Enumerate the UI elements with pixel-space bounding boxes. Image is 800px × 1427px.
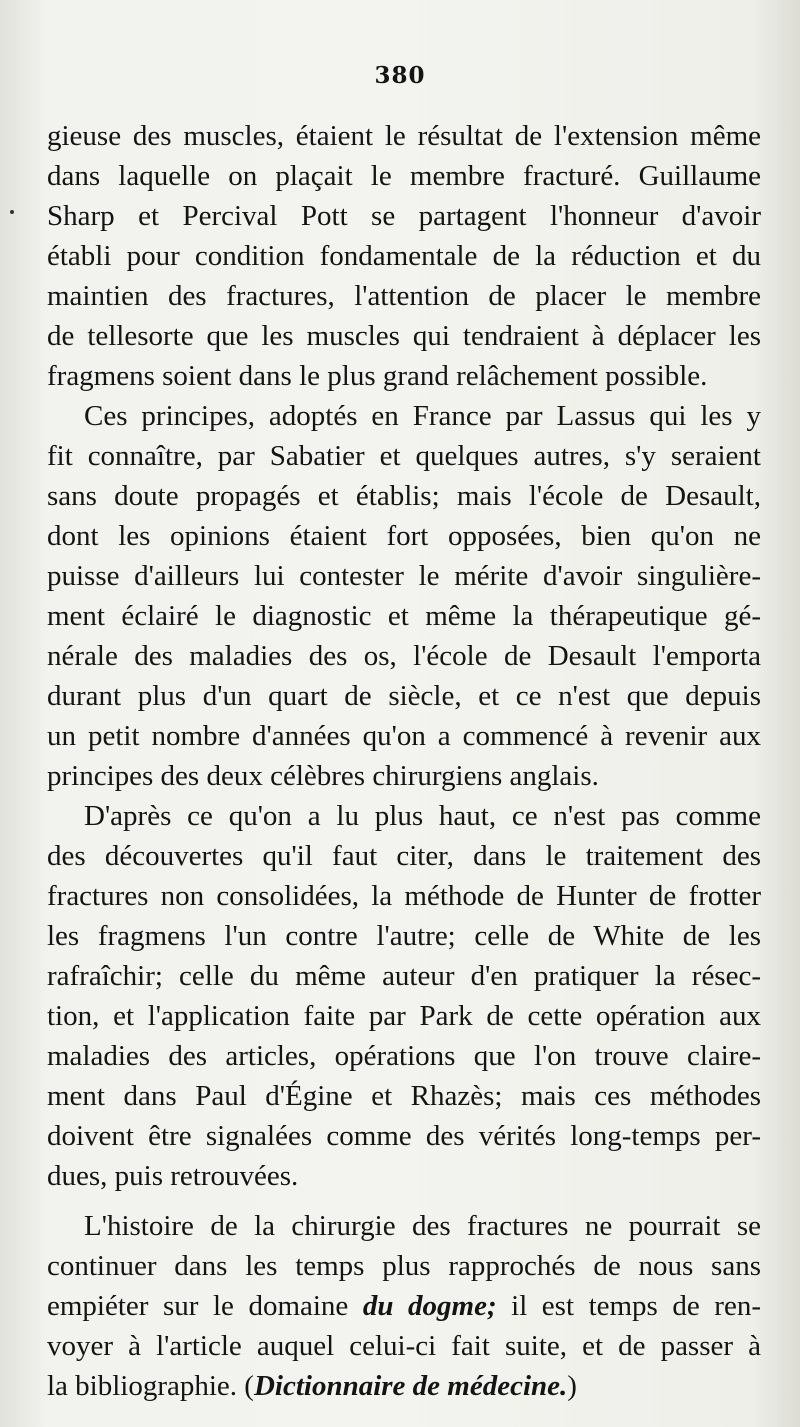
text-run: la bibliographie. ( (47, 1370, 254, 1402)
text-line-with-emphasis (47, 1286, 761, 1326)
text-run: empiéter sur le domaine (47, 1290, 363, 1322)
text-line: Sharp et Percival Pott se partagent l'honneur d'avoir (47, 200, 761, 232)
paragraph-2 (47, 396, 761, 796)
text-line: Ces principes, adoptés en France par Lassus qui les y (84, 400, 761, 432)
text-line: puisse d'ailleurs lui contester le mérite d'avoir singulière- (47, 560, 761, 592)
text-line: nérale des maladies des os, l'école de Desault l'emporta (47, 640, 761, 672)
text-line: dans laquelle on plaçait le membre fracturé. Guillaume (47, 160, 761, 192)
text-run: ) (567, 1370, 577, 1402)
paragraph-3 (47, 796, 761, 1196)
paragraph-gap (47, 1196, 761, 1206)
text-line: doivent être signalées comme des vérités long-temps per- (47, 1120, 761, 1152)
text-line: des découvertes qu'il faut citer, dans le traitement des (47, 840, 761, 872)
text-line: sans doute propagés et établis; mais l'école de Desault, (47, 480, 761, 512)
text-line: continuer dans les temps plus rapprochés de nous sans (47, 1250, 761, 1282)
text-line: établi pour condition fondamentale de la réduction et du (47, 240, 761, 272)
text-run: il est temps de ren- (496, 1290, 761, 1322)
text-line: dont les opinions étaient fort opposées, bien qu'on ne (47, 520, 761, 552)
text-line: L'histoire de la chirurgie des fractures ne pourrait se (84, 1210, 761, 1242)
source-title: Dictionnaire de médecine. (253, 1370, 568, 1402)
text-line: principes des deux célèbres chirurgiens anglais. (47, 760, 599, 792)
text-line: rafraîchir; celle du même auteur d'en pratiquer la résec- (47, 960, 761, 992)
paragraph-4 (47, 1206, 761, 1406)
text-line: maintien des fractures, l'attention de placer le membre (47, 280, 761, 312)
text-line: maladies des articles, opérations que l'on trouve claire- (47, 1040, 761, 1072)
italic-term: du dogme; (362, 1290, 497, 1322)
body-text (47, 116, 761, 1406)
text-line: les fragmens l'un contre l'autre; celle de White de les (47, 920, 761, 952)
paragraph-1 (47, 116, 761, 396)
text-line: fit connaître, par Sabatier et quelques autres, s'y seraient (47, 440, 761, 472)
text-line: ment éclairé le diagnostic et même la thérapeutique gé- (47, 600, 761, 632)
text-line: durant plus d'un quart de siècle, et ce n'est que depuis (47, 680, 761, 712)
margin-speck (10, 210, 14, 214)
text-line: gieuse des muscles, étaient le résultat de l'extension même (47, 120, 761, 152)
text-line: ment dans Paul d'Égine et Rhazès; mais ces méthodes (47, 1080, 761, 1112)
text-line: un petit nombre d'années qu'on a commencé à revenir aux (47, 720, 761, 752)
source-citation-line (47, 1366, 761, 1406)
text-line: tion, et l'application faite par Park de cette opération aux (47, 1000, 761, 1032)
text-line: fragmens soient dans le plus grand relâchement possible. (47, 360, 708, 392)
text-line: voyer à l'article auquel celui-ci fait suite, et de passer à (47, 1330, 761, 1362)
text-line: de tellesorte que les muscles qui tendraient à déplacer les (47, 320, 761, 352)
text-line: D'après ce qu'on a lu plus haut, ce n'est pas comme (84, 800, 761, 832)
page-number: 380 (374, 62, 426, 89)
text-line: fractures non consolidées, la méthode de Hunter de frotter (47, 880, 761, 912)
text-line: dues, puis retrouvées. (47, 1160, 299, 1192)
